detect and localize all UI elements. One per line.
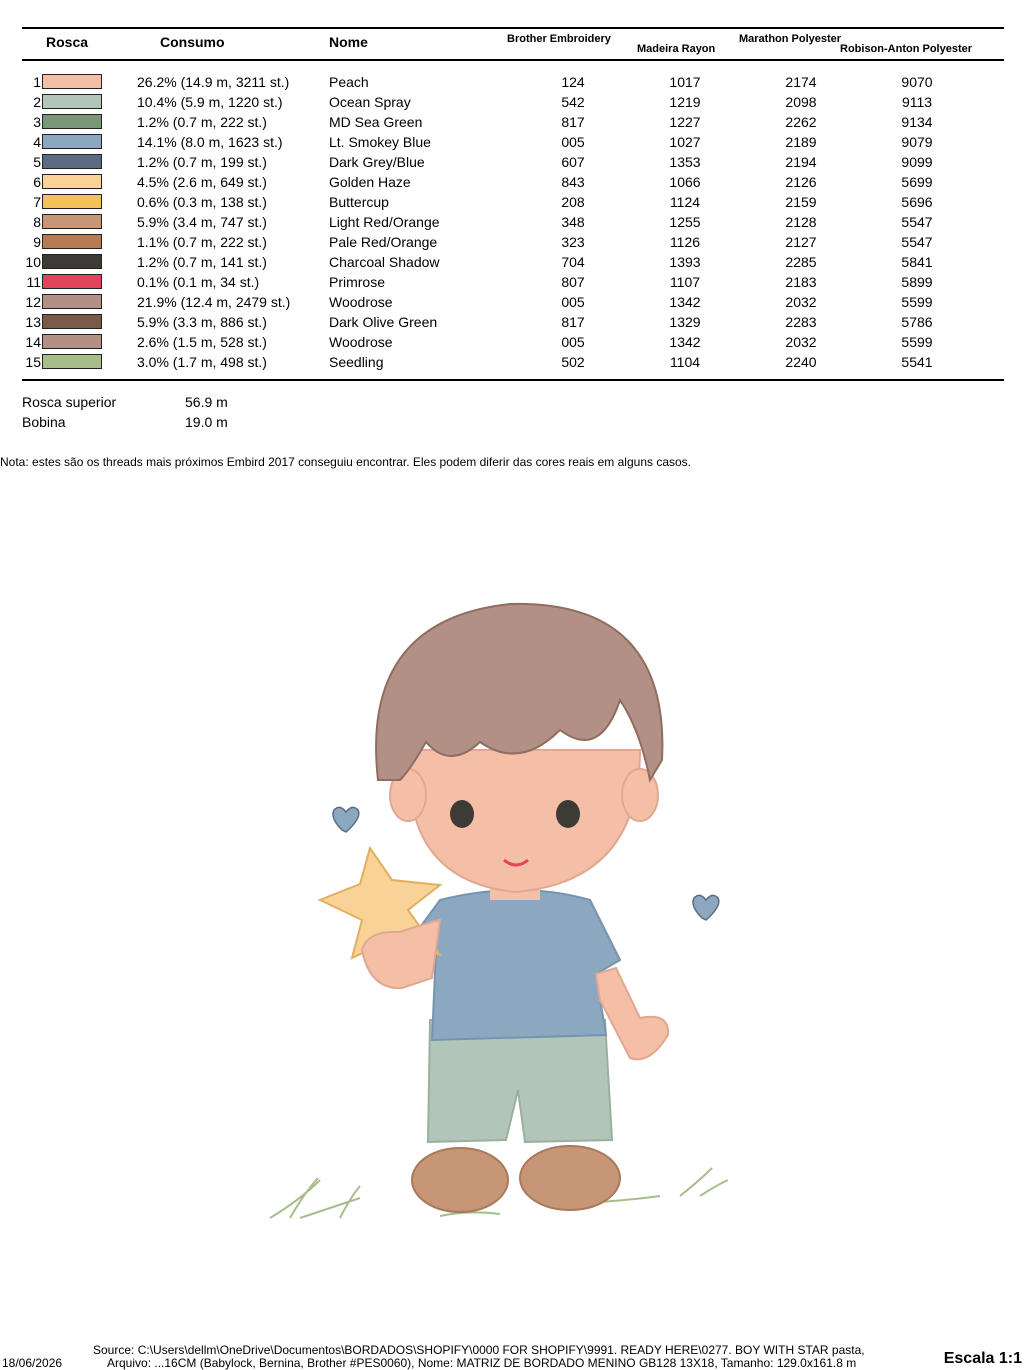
color-swatch <box>42 294 102 309</box>
robison-code: 5547 <box>901 234 933 250</box>
table-row <box>0 352 1024 372</box>
brother-code: 323 <box>561 234 585 250</box>
madeira-code: 1066 <box>669 174 701 190</box>
madeira-code: 1227 <box>669 114 701 130</box>
marathon-code: 2128 <box>785 214 817 230</box>
table-row <box>0 232 1024 252</box>
boy-with-star-illustration <box>0 480 1024 1340</box>
brother-code: 005 <box>561 334 585 350</box>
robison-code: 9070 <box>901 74 933 90</box>
color-swatch <box>42 334 102 349</box>
marathon-code: 2032 <box>785 334 817 350</box>
thread-name: Woodrose <box>329 334 393 350</box>
brother-code: 817 <box>561 314 585 330</box>
robison-code: 5547 <box>901 214 933 230</box>
header-brother: Brother Embroidery <box>507 33 611 45</box>
header-robison: Robison-Anton Polyester <box>840 43 973 55</box>
table-row <box>0 252 1024 272</box>
footer-date: 18/06/2026 <box>2 1356 63 1370</box>
thread-number: 11 <box>26 274 41 290</box>
robison-code: 5841 <box>901 254 933 270</box>
embroidery-preview <box>0 480 1024 1340</box>
brother-code: 542 <box>561 94 585 110</box>
table-top-rule <box>22 27 1004 29</box>
thread-number: 3 <box>33 114 41 130</box>
thread-name: Lt. Smokey Blue <box>329 134 431 150</box>
robison-code: 5696 <box>901 194 933 210</box>
right-eye <box>556 800 580 828</box>
thread-name: Light Red/Orange <box>329 214 440 230</box>
thread-number: 8 <box>33 214 41 230</box>
table-header-rule <box>22 59 1004 61</box>
thread-number: 2 <box>33 94 41 110</box>
table-row <box>0 312 1024 332</box>
madeira-code: 1126 <box>669 234 701 250</box>
header-consumo: Consumo <box>160 34 225 50</box>
boy-figure <box>270 604 728 1218</box>
left-eye <box>450 800 474 828</box>
thread-number: 5 <box>33 154 41 170</box>
marathon-code: 2189 <box>785 134 817 150</box>
thread-name: Dark Olive Green <box>329 314 438 330</box>
madeira-code: 1104 <box>669 354 701 370</box>
robison-code: 9079 <box>901 134 933 150</box>
thread-name: Charcoal Shadow <box>329 254 440 270</box>
madeira-code: 1107 <box>669 274 701 290</box>
thread-name: MD Sea Green <box>329 114 423 130</box>
robison-code: 5899 <box>901 274 933 290</box>
brother-code: 208 <box>561 194 585 210</box>
footer-file: Arquivo: ...16CM (Babylock, Bernina, Brother #PES0060), Nome: MATRIZ DE BORDADO MENINO GB128 13X18, Tamanho: 129.0x161.8 m <box>107 1356 857 1370</box>
thread-name: Ocean Spray <box>329 94 411 110</box>
table-row <box>0 212 1024 232</box>
header-madeira: Madeira Rayon <box>637 43 716 55</box>
robison-code: 5599 <box>901 294 933 310</box>
thread-consumption: 4.5% (2.6 m, 649 st.) <box>137 174 267 190</box>
heart-right <box>693 895 719 920</box>
header-rosca: Rosca <box>46 34 89 50</box>
brother-code: 005 <box>561 294 585 310</box>
thread-consumption: 0.6% (0.3 m, 138 st.) <box>137 194 267 210</box>
table-row <box>0 92 1024 112</box>
brother-code: 807 <box>561 274 585 290</box>
thread-name: Dark Grey/Blue <box>329 154 425 170</box>
thread-consumption: 26.2% (14.9 m, 3211 st.) <box>137 74 290 90</box>
color-swatch <box>42 174 102 189</box>
thread-consumption: 1.1% (0.7 m, 222 st.) <box>137 234 267 250</box>
madeira-code: 1329 <box>669 314 701 330</box>
table-row <box>0 292 1024 312</box>
thread-number: 6 <box>33 174 41 190</box>
color-swatch <box>42 194 102 209</box>
marathon-code: 2262 <box>785 114 817 130</box>
color-swatch <box>42 114 102 129</box>
madeira-code: 1342 <box>669 294 701 310</box>
thread-consumption: 1.2% (0.7 m, 141 st.) <box>137 254 267 270</box>
thread-name: Seedling <box>329 354 384 370</box>
header-nome: Nome <box>329 34 368 50</box>
thread-name: Pale Red/Orange <box>329 234 438 250</box>
scale-label: Escala 1:1 <box>943 1350 1022 1367</box>
face <box>409 750 640 892</box>
table-row <box>0 192 1024 212</box>
thread-number: 4 <box>33 134 41 150</box>
thread-name: Buttercup <box>329 194 389 210</box>
thread-number: 14 <box>25 334 41 350</box>
color-swatch <box>42 314 102 329</box>
thread-number: 10 <box>25 254 41 270</box>
table-row <box>0 132 1024 152</box>
brother-code: 817 <box>561 114 585 130</box>
table-row <box>0 72 1024 92</box>
table-row <box>0 172 1024 192</box>
thread-number: 15 <box>25 354 41 370</box>
color-swatch <box>42 254 102 269</box>
marathon-code: 2285 <box>785 254 817 270</box>
madeira-code: 1353 <box>669 154 701 170</box>
thread-consumption: 21.9% (12.4 m, 2479 st.) <box>137 294 291 310</box>
marathon-code: 2174 <box>785 74 817 90</box>
robison-code: 9113 <box>901 94 933 110</box>
brother-code: 502 <box>561 354 585 370</box>
thread-consumption: 0.1% (0.1 m, 34 st.) <box>137 274 260 290</box>
note-text: Nota: estes são os threads mais próximos Embird 2017 conseguiu encontrar. Eles podem diferir das cores reais em alguns casos. <box>0 455 692 469</box>
shirt <box>418 890 620 1040</box>
color-swatch <box>42 274 102 289</box>
table-row <box>0 112 1024 132</box>
thread-number: 12 <box>25 294 41 310</box>
thread-consumption: 1.2% (0.7 m, 199 st.) <box>137 154 267 170</box>
marathon-code: 2126 <box>785 174 817 190</box>
thread-consumption: 5.9% (3.4 m, 747 st.) <box>137 214 267 230</box>
brother-code: 704 <box>561 254 585 270</box>
madeira-code: 1219 <box>669 94 701 110</box>
madeira-code: 1124 <box>669 194 701 210</box>
thread-name: Peach <box>329 74 369 90</box>
header-marathon: Marathon Polyester <box>739 33 842 45</box>
thread-name: Golden Haze <box>329 174 411 190</box>
thread-name: Woodrose <box>329 294 393 310</box>
robison-code: 5786 <box>901 314 933 330</box>
brother-code: 124 <box>561 74 585 90</box>
madeira-code: 1342 <box>669 334 701 350</box>
thread-number: 13 <box>25 314 41 330</box>
bobbin-value: 19.0 m <box>185 414 228 430</box>
color-swatch <box>42 94 102 109</box>
table-row <box>0 272 1024 292</box>
footer-source: Source: C:\Users\dellm\OneDrive\Documentos\BORDADOS\SHOPIFY\0000 FOR SHOPIFY\9991. READY HERE\0277. BOY WITH STAR pasta, <box>93 1343 865 1357</box>
robison-code: 9134 <box>901 114 933 130</box>
marathon-code: 2240 <box>785 354 817 370</box>
marathon-code: 2183 <box>785 274 817 290</box>
madeira-code: 1255 <box>669 214 701 230</box>
thread-consumption: 2.6% (1.5 m, 528 st.) <box>137 334 267 350</box>
madeira-code: 1393 <box>669 254 701 270</box>
table-row <box>0 152 1024 172</box>
thread-consumption: 3.0% (1.7 m, 498 st.) <box>137 354 267 370</box>
top-thread-label: Rosca superior <box>22 394 117 410</box>
marathon-code: 2098 <box>785 94 817 110</box>
thread-name: Primrose <box>329 274 386 290</box>
table-row <box>0 332 1024 352</box>
heart-left <box>333 807 359 832</box>
robison-code: 5599 <box>901 334 933 350</box>
thread-number: 7 <box>33 194 41 210</box>
madeira-code: 1017 <box>669 74 701 90</box>
table-bottom-rule <box>22 379 1004 381</box>
marathon-code: 2127 <box>785 234 817 250</box>
color-swatch <box>42 154 102 169</box>
thread-consumption: 10.4% (5.9 m, 1220 st.) <box>137 94 283 110</box>
left-shoe <box>412 1148 508 1212</box>
thread-consumption: 1.2% (0.7 m, 222 st.) <box>137 114 267 130</box>
robison-code: 9099 <box>901 154 933 170</box>
brother-code: 843 <box>561 174 585 190</box>
madeira-code: 1027 <box>669 134 701 150</box>
thread-number: 1 <box>33 74 41 90</box>
robison-code: 5541 <box>901 354 933 370</box>
bobbin-label: Bobina <box>22 414 66 430</box>
brother-code: 005 <box>561 134 585 150</box>
thread-consumption: 5.9% (3.3 m, 886 st.) <box>137 314 267 330</box>
marathon-code: 2283 <box>785 314 817 330</box>
thread-consumption: 14.1% (8.0 m, 1623 st.) <box>137 134 283 150</box>
marathon-code: 2159 <box>785 194 817 210</box>
marathon-code: 2194 <box>785 154 817 170</box>
brother-code: 607 <box>561 154 585 170</box>
thread-number: 9 <box>33 234 41 250</box>
color-swatch <box>42 214 102 229</box>
brother-code: 348 <box>561 214 585 230</box>
robison-code: 5699 <box>901 174 933 190</box>
color-swatch <box>42 74 102 89</box>
right-shoe <box>520 1146 620 1210</box>
top-thread-value: 56.9 m <box>185 394 228 410</box>
color-swatch <box>42 134 102 149</box>
color-swatch <box>42 234 102 249</box>
marathon-code: 2032 <box>785 294 817 310</box>
color-swatch <box>42 354 102 369</box>
